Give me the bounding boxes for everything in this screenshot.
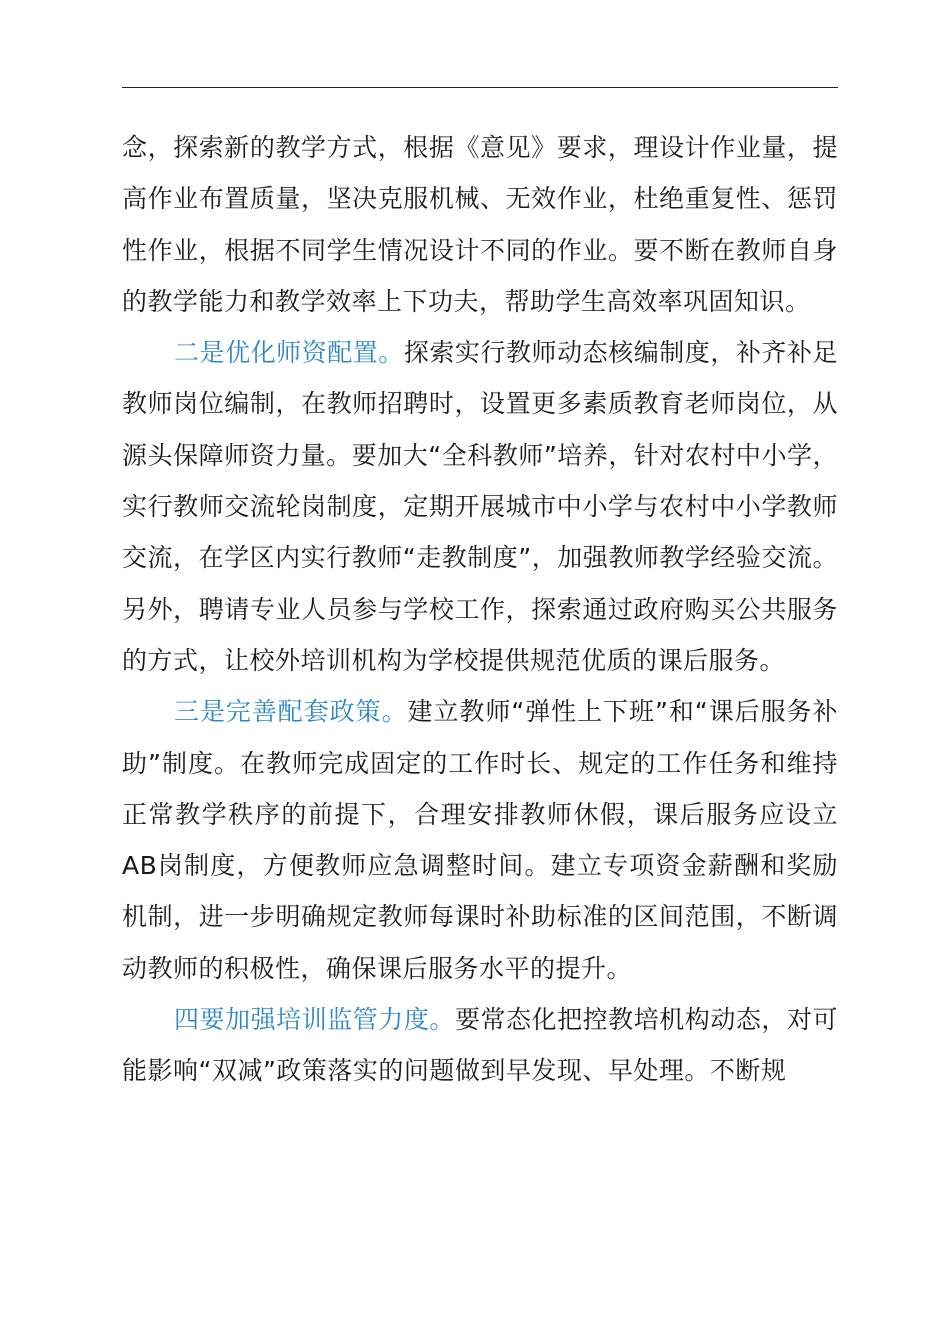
paragraph-supporting-policies xyxy=(122,686,838,994)
paragraph-teacher-resources xyxy=(122,327,838,686)
header-rule xyxy=(122,87,838,88)
paragraph-text: 要常态化把控教培机构动态，对可能影响“双减”政策落实的问题做到早发现、早处理。不断规 xyxy=(122,1005,838,1086)
paragraph-text: 建立教师“弹性上下班”和“课后服务补助”制度。在教师完成固定的工作时长、规定的工作任务和维持正常教学秩序的前提下，合理安排教师休假，课后服务应设立AB岗制度，方便教师应急调整时间。建立专项资金薪酬和奖励机制，进一步明确规定教师每课时补助标准的区间范围，不断调动教师的积极性，确保课后服务水平的提升。 xyxy=(122,697,838,983)
paragraph-training-supervision xyxy=(122,994,838,1097)
paragraph-continuation xyxy=(122,122,838,327)
document-body xyxy=(122,122,838,1097)
paragraph-heading: 二是优化师资配置。 xyxy=(174,338,404,368)
paragraph-heading: 三是完善配套政策。 xyxy=(174,697,408,727)
paragraph-text: 念，探索新的教学方式，根据《意见》要求，理设计作业量，提高作业布置质量，坚决克服机械、无效作业，杜绝重复性、惩罚性作业，根据不同学生情况设计不同的作业。要不断在教师自身的教学能力和教学效率上下功夫，帮助学生高效率巩固知识。 xyxy=(122,133,838,316)
paragraph-text: 探索实行教师动态核编制度，补齐补足教师岗位编制，在教师招聘时，设置更多素质教育老师岗位，从源头保障师资力量。要加大“全科教师”培养，针对农村中小学，实行教师交流轮岗制度，定期开展城市中小学与农村中小学教师交流，在学区内实行教师“走教制度”，加强教师教学经验交流。另外，聘请专业人员参与学校工作，探索通过政府购买公共服务的方式，让校外培训机构为学校提供规范优质的课后服务。 xyxy=(122,338,838,675)
paragraph-heading: 四要加强培训监管力度。 xyxy=(174,1005,455,1035)
